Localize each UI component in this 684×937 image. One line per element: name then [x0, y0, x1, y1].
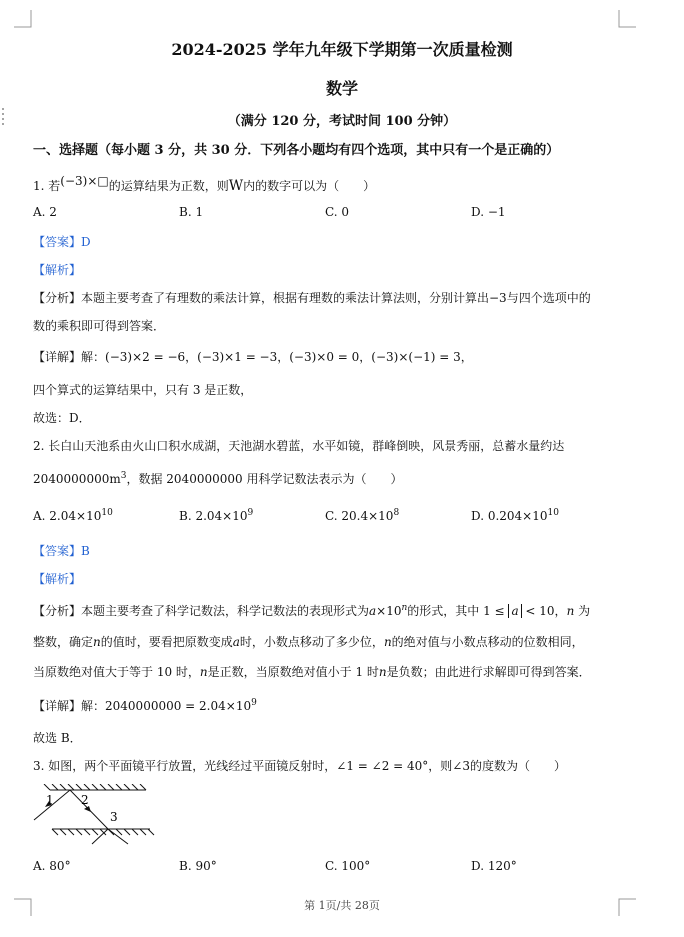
q2-fenxi-2d: a	[232, 635, 240, 649]
q2-detail-sup: 9	[251, 698, 257, 708]
q2-fenxi-3c: 是正数，当原数绝对值小于 1 时	[207, 665, 379, 679]
top-mirror	[44, 784, 146, 790]
q1-option-a[interactable]: A. 2	[33, 205, 57, 219]
q2-detail-expr: 2040000000 = 2.04×10	[105, 699, 252, 713]
q3-option-a[interactable]: A. 80°	[33, 859, 71, 873]
q2-fenxi-1c: < 10，	[521, 604, 567, 618]
q3-option-c[interactable]: C. 100°	[325, 859, 371, 873]
angle-label-3: 3	[110, 810, 118, 824]
mirror-diagram	[28, 784, 158, 846]
page-title: 2024-2025 学年九年级下学期第一次质量检测	[171, 40, 513, 59]
q1-option-b[interactable]: B. 1	[179, 205, 204, 219]
q2-fenxi-1a: 【分析】本题主要考查了科学记数法，科学记数法的表现形式为	[33, 604, 370, 618]
question-2-stem-line-1: 2. 长白山天池系由火山口积水成湖，天池湖水碧蓝，水平如镜，群峰倒映，风景秀丽，总蓄水量约达	[33, 439, 565, 453]
q2-fenxi-3d: n	[378, 665, 387, 679]
q2-option-d[interactable]	[471, 509, 559, 523]
page-footer: 第 1页/共 28页	[304, 899, 380, 912]
q1-mid: 的运算结果为正数，则	[108, 179, 229, 193]
q2-fenxi-3b: n	[199, 665, 208, 679]
q2-number-sup: 3	[120, 471, 127, 481]
q2-option-a-text: A. 2.04×10	[33, 509, 102, 523]
q2-option-c-sup: 8	[393, 508, 400, 518]
q2-detail-label: 【详解】解：	[33, 699, 106, 713]
q2-fenxi-n-sup: n	[401, 603, 408, 613]
q2-fenxi-times: ×10	[376, 604, 402, 618]
q1-detail-line-2: 四个算式的运算结果中，只有 3 是正数，	[33, 383, 253, 397]
q2-fenxi-2f: n	[383, 635, 392, 649]
q1-fenxi-line-1: 【分析】本题主要考查了有理数的乘法计算，根据有理数的乘法计算法则，分别计算出−3与四个选项中的	[33, 291, 591, 305]
q2-option-b-sup: 9	[247, 508, 254, 518]
q2-option-a-sup: 10	[101, 508, 113, 518]
q2-fenxi-2g: 的绝对值与小数点移动的位数相同，	[391, 635, 584, 649]
angle-label-1: 1	[46, 793, 54, 807]
q2-fenxi-3e: 是负数；由此进行求解即可得到答案．	[386, 665, 591, 679]
q2-option-c[interactable]	[325, 509, 399, 523]
question-2-stem-line-2	[33, 470, 402, 487]
q1-expr: (−3)×□	[60, 174, 109, 188]
q1-analysis-label: 【解析】	[33, 263, 82, 277]
q1-detail	[33, 348, 473, 365]
q2-option-d-text: D. 0.204×10	[471, 509, 548, 523]
crop-mark-top-left	[14, 10, 32, 28]
q2-fenxi-a: a	[369, 604, 377, 618]
angle-label-2: 2	[81, 793, 89, 807]
crop-mark-top-right	[618, 10, 636, 28]
q2-analysis-label: 【解析】	[33, 572, 82, 586]
q2-fenxi-3a: 当原数绝对值大于等于 10 时，	[33, 665, 200, 679]
q2-fenxi-1d: n	[566, 604, 575, 618]
exam-info: （满分 120 分，考试时间 100 分钟）	[227, 114, 457, 129]
q2-detail	[33, 697, 257, 714]
question-3-stem: 3. 如图，两个平面镜平行放置，光线经过平面镜反射时，∠1 = ∠2 = 40°，则∠3的度数为（ ）	[33, 759, 566, 773]
q1-fenxi-line-2: 数的乘积即可得到答案．	[33, 319, 166, 333]
q2-option-c-text: C. 20.4×10	[325, 509, 394, 523]
q2-fenxi-line-2	[33, 633, 584, 650]
q2-fenxi-2b: n	[93, 635, 101, 649]
q2-fenxi-line-3	[33, 663, 591, 680]
q2-number: 2040000000m	[33, 472, 121, 486]
q1-detail-label: 【详解】解：	[33, 350, 106, 364]
q1-option-d[interactable]: D. −1	[471, 205, 506, 219]
q2-answer: 【答案】B	[33, 544, 90, 558]
q2-fenxi-line-1	[33, 602, 590, 619]
q1-suffix: 内的数字可以为（ ）	[243, 179, 376, 193]
q2-fenxi-1b: 的形式，其中 1 ≤	[407, 604, 509, 618]
q2-option-d-sup: 10	[547, 508, 559, 518]
q1-answer: 【答案】D	[33, 235, 91, 249]
q2-fenxi-2e: 时，小数点移动了多少位，	[239, 635, 384, 649]
q2-option-a[interactable]	[33, 509, 113, 523]
q1-conclusion: 故选：D．	[33, 411, 91, 425]
section-heading: 一、选择题（每小题 3 分，共 30 分．下列各小题均有四个选项，其中只有一个是正确的）	[33, 143, 560, 158]
q2-fenxi-2a: 整数，确定	[33, 635, 94, 649]
q1-w: W	[228, 178, 244, 194]
q2-option-b-text: B. 2.04×10	[179, 509, 248, 523]
q2-conclusion: 故选 B．	[33, 731, 82, 745]
q1-option-c[interactable]: C. 0	[325, 205, 350, 219]
q3-option-b[interactable]: B. 90°	[179, 859, 217, 873]
q2-fenxi-2c: 的值时，要看把原数变成	[100, 635, 233, 649]
subject-title: 数学	[325, 79, 358, 98]
q2-option-b[interactable]	[179, 509, 253, 523]
question-1-stem	[33, 174, 376, 194]
q2-fenxi-abs: a	[508, 604, 521, 618]
q2-stem-rest: ，数据 2040000000 用科学记数法表示为（ ）	[126, 472, 403, 486]
q2-fenxi-1e: 为	[574, 604, 591, 618]
q1-detail-expr: (−3)×2 = −6，(−3)×1 = −3，(−3)×0 = 0，(−3)×(−1) = 3，	[105, 350, 473, 364]
q3-option-d[interactable]: D. 120°	[471, 859, 517, 873]
q1-prefix: 1. 若	[33, 179, 61, 193]
